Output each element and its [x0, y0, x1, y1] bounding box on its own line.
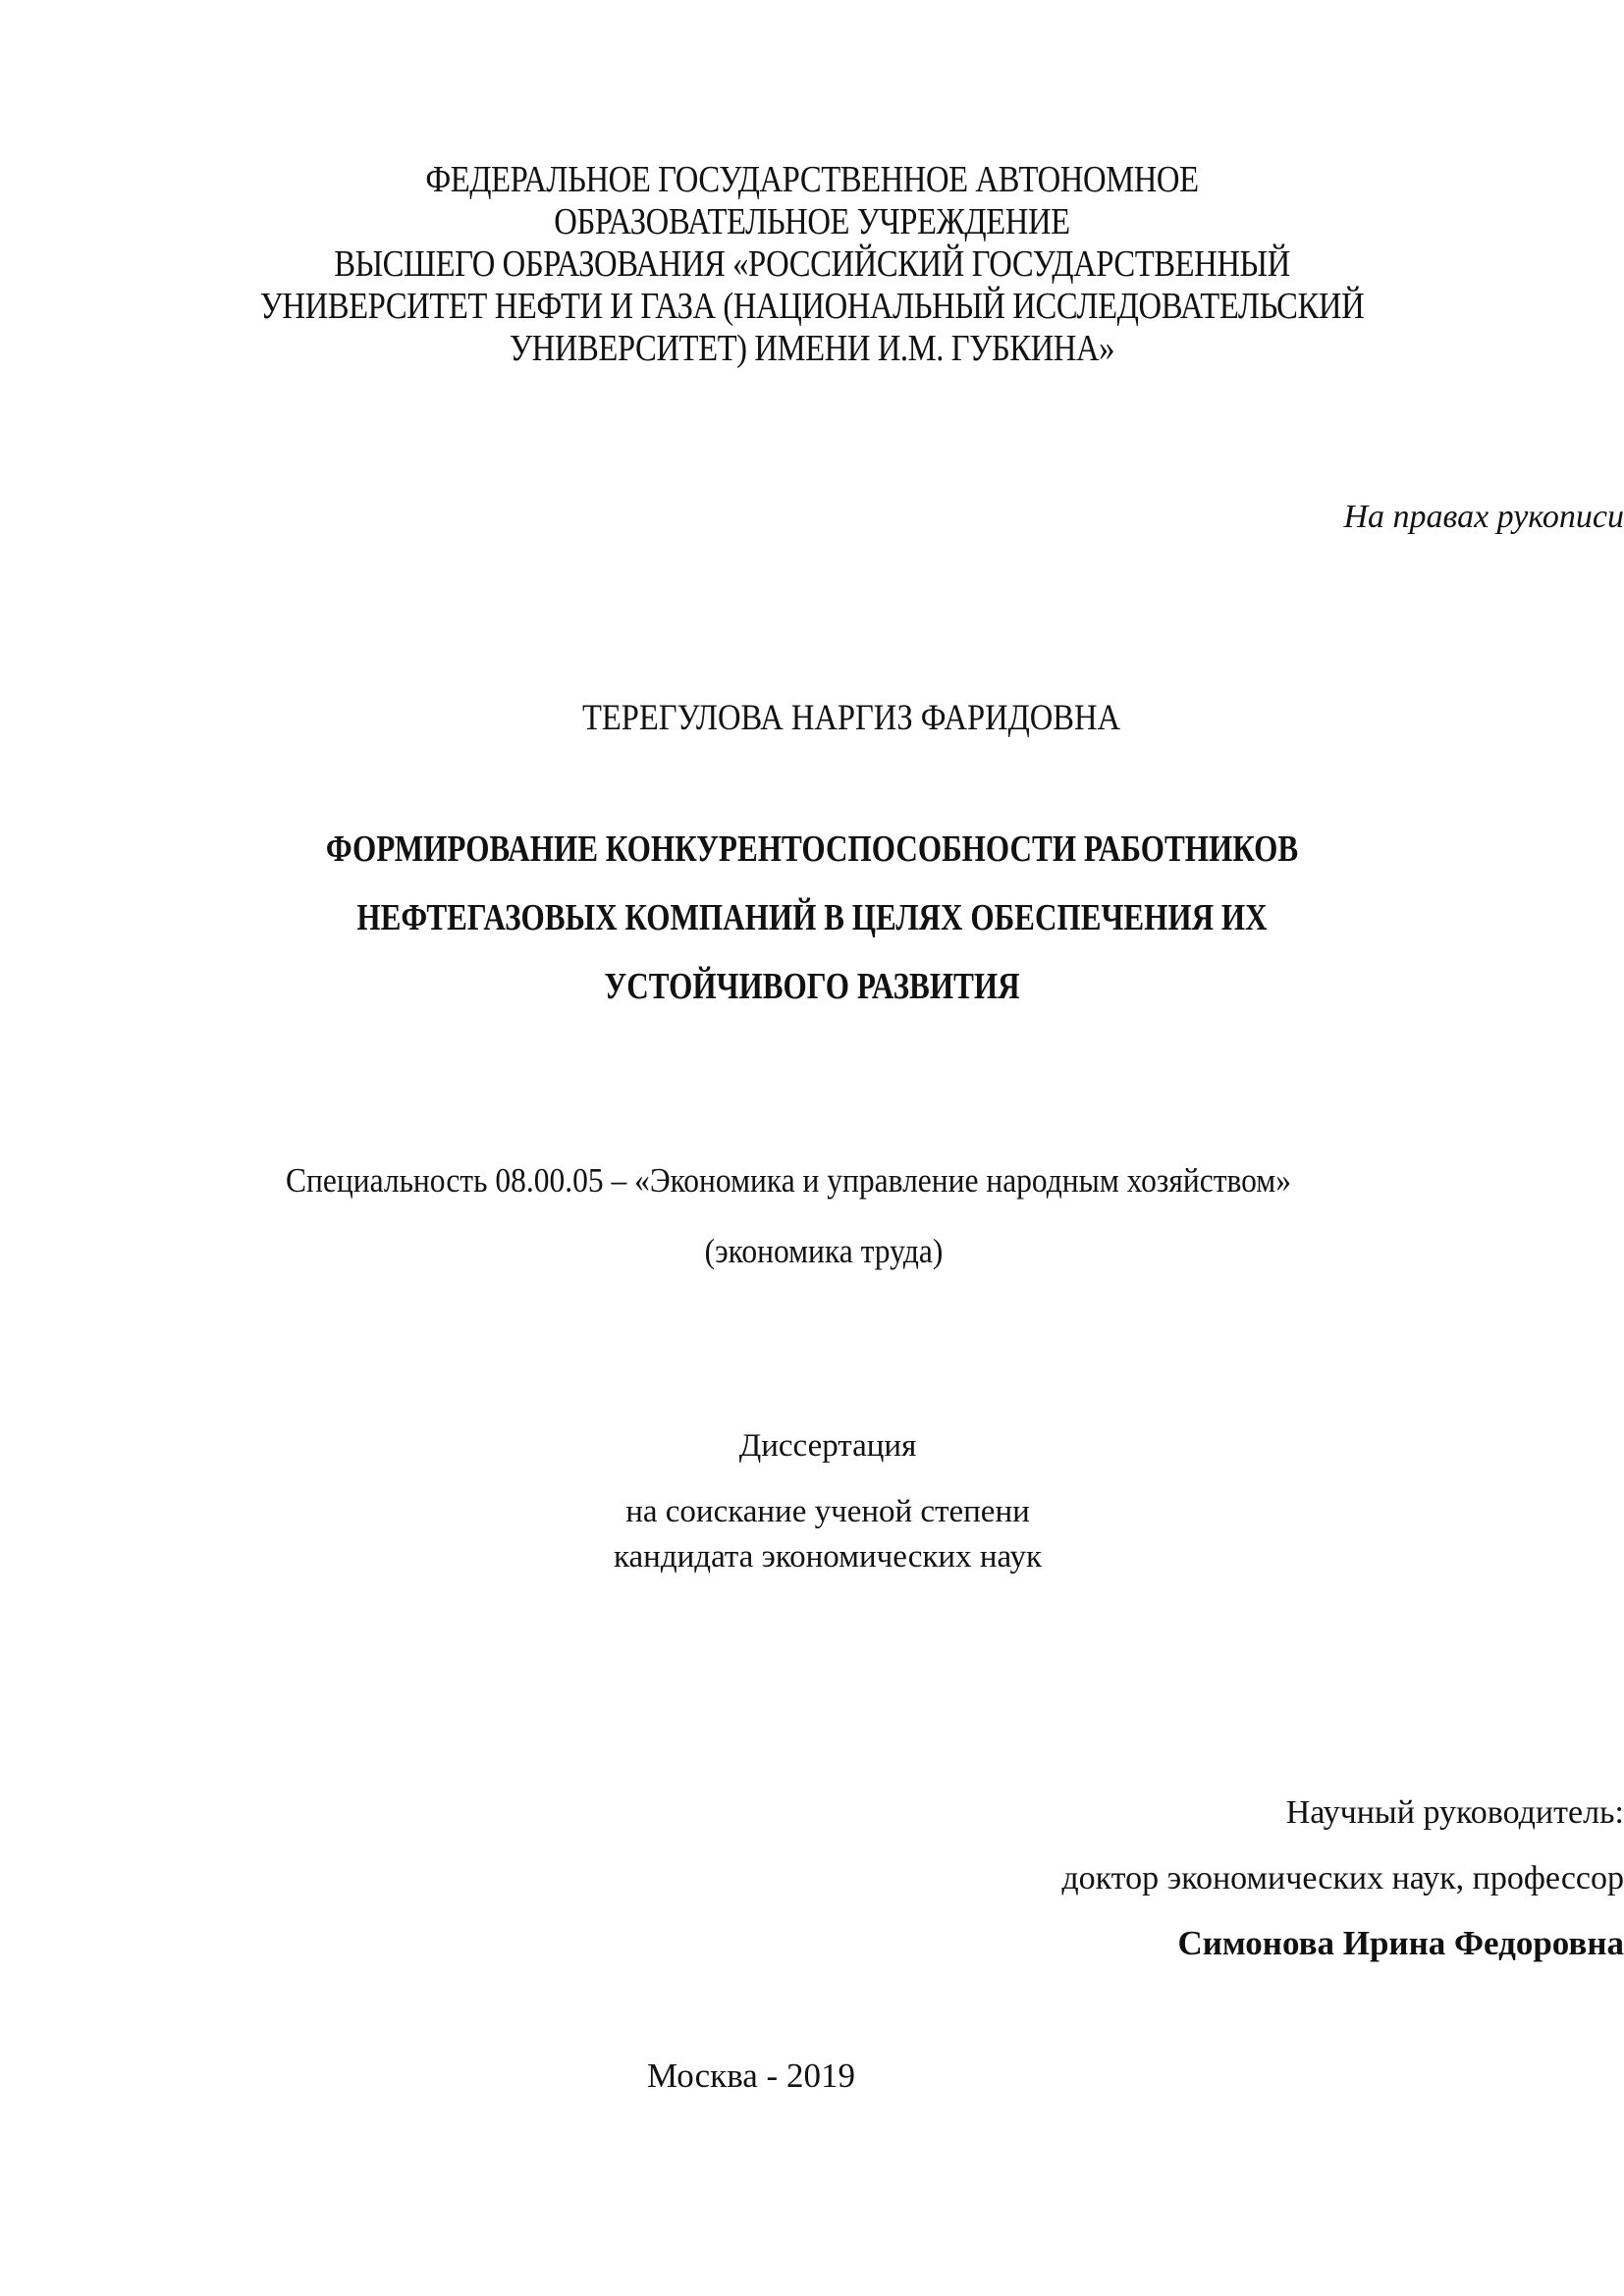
degree-name: кандидата экономических наук: [613, 1539, 1042, 1575]
institution-line: ВЫСШЕГО ОБРАЗОВАНИЯ «РОССИЙСКИЙ ГОСУДАРСТВЕННЫЙ: [334, 243, 1290, 285]
institution-line: ОБРАЗОВАТЕЛЬНОЕ УЧРЕЖДЕНИЕ: [554, 201, 1070, 242]
author-name: ТЕРЕГУЛОВА НАРГИЗ ФАРИДОВНА: [581, 698, 1121, 738]
title-line: УСТОЙЧИВОГО РАЗВИТИЯ: [604, 966, 1020, 1007]
manuscript-note: На правах рукописи: [1343, 499, 1624, 535]
specialty-subline: (экономика труда): [704, 1232, 944, 1270]
supervisor-name: Симонова Ирина Федоровна: [1177, 1924, 1624, 1962]
dissertation-label: Диссертация: [738, 1428, 917, 1464]
institution-line: УНИВЕРСИТЕТ НЕФТИ И ГАЗА (НАЦИОНАЛЬНЫЙ ИССЛЕДОВАТЕЛЬСКИЙ: [259, 286, 1365, 327]
supervisor-label: Научный руководитель:: [1285, 1794, 1624, 1831]
title-line: НЕФТЕГАЗОВЫХ КОМПАНИЙ В ЦЕЛЯХ ОБЕСПЕЧЕНИЯ ИХ: [356, 897, 1268, 938]
specialty-line: Специальность 08.00.05 – «Экономика и управление народным хозяйством»: [286, 1161, 1291, 1200]
institution-line: УНИВЕРСИТЕТ) ИМЕНИ И.М. ГУБКИНА»: [509, 328, 1115, 369]
city-year: Москва - 2019: [647, 2056, 855, 2095]
supervisor-degree: доктор экономических наук, профессор: [1061, 1860, 1624, 1896]
institution-line: ФЕДЕРАЛЬНОЕ ГОСУДАРСТВЕННОЕ АВТОНОМНОЕ: [425, 159, 1199, 200]
degree-purpose: на соискание ученой степени: [625, 1494, 1030, 1529]
title-line: ФОРМИРОВАНИЕ КОНКУРЕНТОСПОСОБНОСТИ РАБОТНИКОВ: [325, 828, 1299, 870]
